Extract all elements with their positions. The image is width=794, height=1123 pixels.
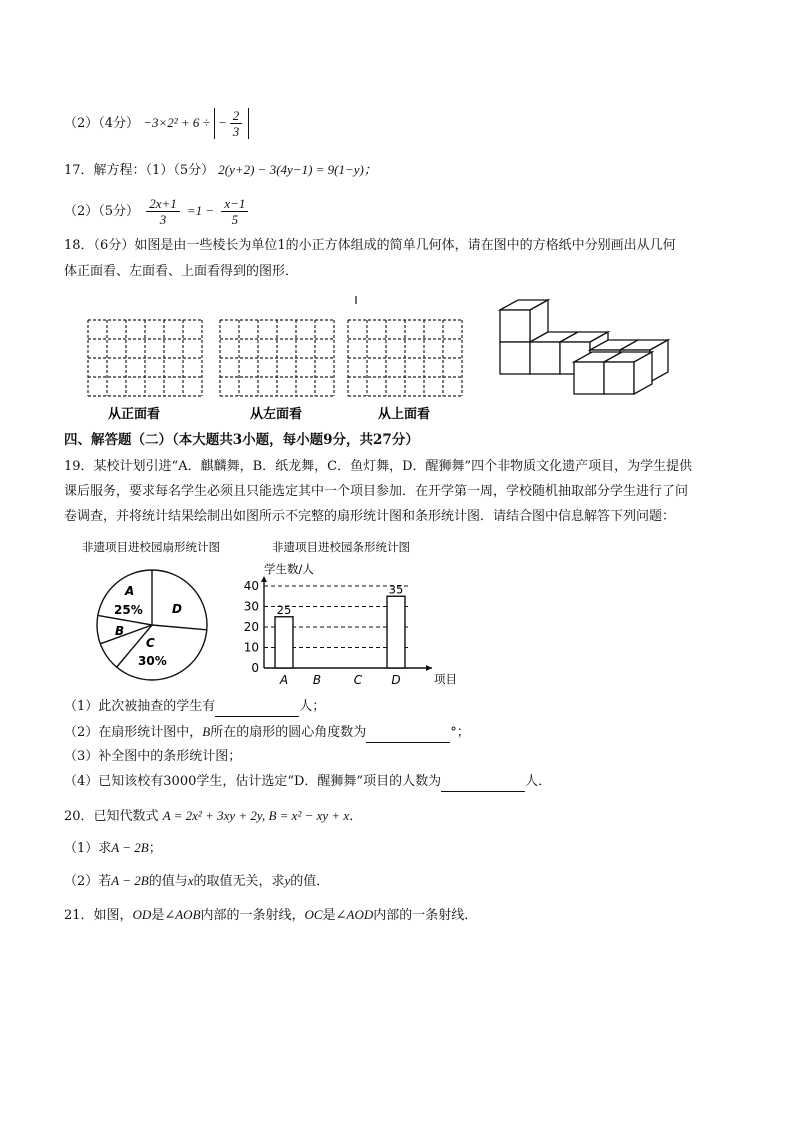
q20-sub1-expr: A − 2B [111,840,149,855]
q19-sub1-unit: 人； [299,699,326,714]
q20-sub2-y: y [284,873,291,888]
q19-sub1-blank[interactable] [215,702,299,717]
q21-line [64,905,477,926]
q17-line1 [64,160,377,181]
q20-sub2-expr: A − 2B [111,873,149,888]
y-tick-label-0: 0 [251,661,259,675]
q19-sub3: （3）补全图中的条形统计图； [64,749,242,764]
q20-intro: 20．已知代数式 [64,809,159,824]
q17-frac1-num: 2x+1 [146,196,180,212]
q17-frac2-num: x−1 [221,196,248,212]
q20-sub2-x: x [187,873,194,888]
q19-line3: 卷调查，并将统计结果绘制出如图所示不完整的扇形统计图和条形统计图．请结合图中信息解答下列问题： [64,509,676,524]
q21-angle-aob: ∠AOB [164,907,201,922]
q21-end: 内部的一条射线． [373,908,478,923]
q19-line2: 课后服务，要求每名学生必须且只能选定其中一个项目参加．在开学第一周，学校随机抽取部分学生进行了问 [64,484,689,499]
q16-part2 [64,108,249,139]
q16-part2-label: （2）（4分） [64,116,140,131]
x-tick-label-A: A [279,673,289,687]
q17-frac1-den: 3 [159,212,167,227]
q16-part2-expr: −3×2² + 6 ÷ [143,115,210,130]
y-tick-label-10: 10 [243,640,259,655]
q20-line1 [64,806,362,827]
pie-pct-c: 30% [138,654,167,668]
q17-equation1: 2(y+2) − 3(4y−1) = 9(1−y)； [218,162,377,177]
q19-sub2-unit: °； [450,725,470,740]
bar-chart [236,537,476,689]
q17-equals: =1 − [186,203,215,218]
q19-sub2-mid: 所在的扇形的圆心角度数为 [210,725,367,740]
x-tick-label-B: B [312,673,322,687]
grid-paper-1[interactable] [88,320,202,396]
q19-sub4 [64,772,551,792]
pie-label-b: B [115,624,125,638]
bar-bars [275,582,405,668]
q21-od: OD [132,907,152,922]
y-axis-arrow [261,576,267,582]
x-tick-label-D: D [391,673,401,687]
bar-value-label-A: 25 [276,602,292,617]
grid-label-top: 从上面看 [378,407,431,422]
q21-angle-aod: ∠AOD [335,907,374,922]
q20-sub1-text: （1）求 [64,841,112,856]
q19-sub2-blank[interactable] [366,728,450,743]
bar-A [275,617,293,668]
bar-value-label-D: 35 [388,582,404,597]
q20-sub2-mid: 的值与 [148,874,188,889]
q19-sub1 [64,697,325,717]
bar-D [387,596,405,668]
q21-mid2: 内部的一条射线， [200,908,305,923]
bar-chart-title: 非遗项目进校园条形统计图 [272,540,410,554]
q19-sub2-var: B [202,724,211,739]
q17-title: 17．解方程：（1）（5分） [64,163,215,178]
pie-chart-title: 非遗项目进校园扇形统计图 [82,540,220,554]
x-axis-arrow [426,665,432,671]
y-tick-label-40: 40 [243,579,259,593]
q20-period: ． [349,809,363,824]
q19-sub2-text: （2）在扇形统计图中， [64,725,203,740]
q20-sub1 [64,838,162,859]
pie-chart [80,537,260,687]
q16-abs-sign: − [217,115,227,130]
y-tick-label-30: 30 [243,599,259,614]
section4-title: 四、解答题（二）（本大题共3小题，每小题9分，共27分） [64,432,419,448]
q19-sub2 [64,722,470,743]
grid-label-front: 从正面看 [108,407,161,422]
q18-figure [80,292,680,427]
q21-intro: 21．如图， [64,908,133,923]
q18-text-line2: 体正面看、左面看、上面看得到的图形． [64,264,299,279]
q17-part2-label: （2）（5分） [64,204,140,219]
q20-sub1-end: ； [148,841,162,856]
q20-expression: A = 2x² + 3xy + 2y, B = x² − xy + x [162,808,350,823]
x-tick-label-C: C [353,673,363,687]
q20-sub2-end: 的值． [290,874,330,889]
bar-chart-xlabel: 项目 [434,672,457,686]
grid-label-left: 从左面看 [250,407,303,422]
q20-sub2-text: （2）若 [64,874,112,889]
bar-chart-ylabel: 学生数/人 [264,562,314,576]
grid-paper-3[interactable] [348,320,462,396]
q17-frac2 [221,196,248,227]
q17-line2 [64,196,251,227]
q21-oc: OC [304,907,323,922]
pie-label-c: C [146,636,155,650]
q20-sub2-mid2: 的取值无关，求 [193,874,285,889]
pie-pct-a: 25% [114,603,143,617]
q18-grids [88,320,462,396]
q19-sub4-blank[interactable] [441,777,525,792]
q19-sub1-text: （1）此次被抽查的学生有 [64,699,216,714]
q21-mid3: 是 [322,908,336,923]
q19-sub4-text: （4）已知该校有3000学生，估计选定“D．醒狮舞”项目的人数为 [64,774,442,789]
q16-fraction [230,108,243,139]
q17-frac1 [146,196,180,227]
y-tick-label-20: 20 [243,620,259,634]
pie-label-d: D [172,602,182,616]
grid-paper-2[interactable] [220,320,334,396]
pie-label-a: A [125,584,135,598]
q16-frac-num: 2 [230,108,243,124]
q16-frac-den: 3 [232,124,240,139]
q17-frac2-den: 5 [231,212,239,227]
q19-line1: 19．某校计划引进“A．麒麟舞，B．纸龙舞，C．鱼灯舞，D．醒狮舞”四个非物质文化遗产项目，为学生提供 [64,459,693,474]
q18-text-line1: 18．（6分）如图是由一些棱长为单位1的小正方体组成的简单几何体，请在图中的方格纸中分别画出从几何 [64,238,676,253]
q20-sub2 [64,871,329,892]
q16-abs-value [214,108,249,139]
q21-mid1: 是 [151,908,165,923]
q19-sub4-unit: 人． [525,774,552,789]
cube-solid-figure [500,300,668,394]
